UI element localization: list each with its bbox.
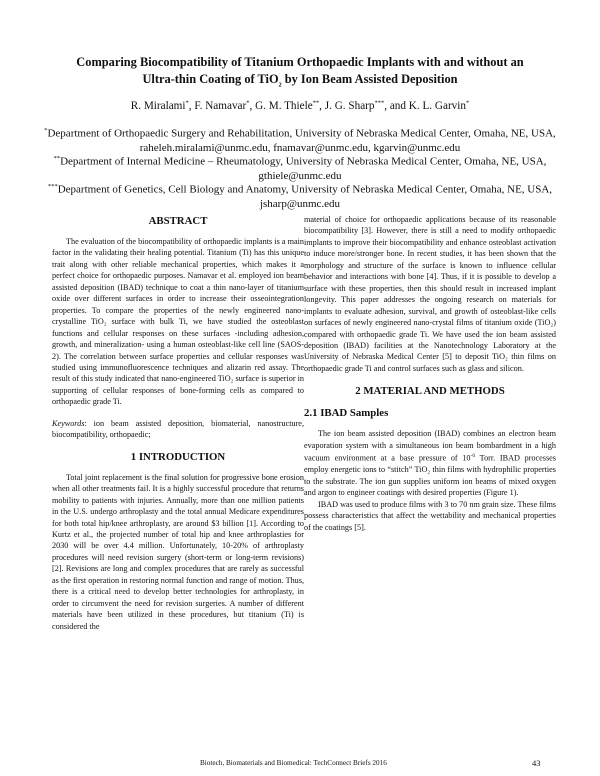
page-number: 43: [532, 758, 541, 768]
author-list: [30, 96, 570, 113]
introduction-continued-text: material of choice for orthopaedic applications because of its reasonable biocompatibility [3]. However, there is still a need to modify orthopaedic implants to improve their biocompatibility and enhance osteoblast activation to induce more/stronger bone. In recent studies, it has been shown that the morphology and structure of the surface is known to influence cellular behavior and interactions with bone [4]. Thus, if it is possible to develop a surface with these properties, then this should result in increased implant longevity. This paper addresses the ongoing research on materials for implants to evaluate adhesion, survival, and growth of osteoblast-like cells on surfaces of newly engineered nano-crystal films of titanium oxide (TiO₂) compared with orthopaedic grade Ti. We have used the ion beam assisted deposition (IBAD) facilities at the Nanotechnology Laboratory at the University of Nebraska Medical Center [5] to deposit TiO₂ thin films on orthopaedic grade Ti and control surfaces such as glass and silicon.: [304, 215, 556, 373]
abstract-text: The evaluation of the biocompatibility of orthopaedic implants is a main factor in the validating their healing potential. Titanium (Ti) has this unique trait along with other reliable mechanical properties, which makes it a perfect choice for orthopaedic purposes. Namavar et al. employed ion beam assisted deposition (IBAD) technique to coat a thin nano-layer of titanium oxide over different surfaces in order to increase their osseointegration properties. To compare the properties of the newly engineered nano-crystalline TiO₂ surface with bulk Ti, we have studied the osteoblast functions and cellular responses on these surfaces -including adhesion, growth, and mineralization- using a human osteoblast-like cell line (SAOS-2). The correlation between surface properties and cellular responses was studied using immunofluorescence techniques and alizarin red assay. The result of this study indicated that nano-engineered TiO₂ surface is superior in supporting of cellular responses of bone-forming cells as compared to orthopaedic grade Ti.: [52, 237, 304, 407]
abstract-heading: ABSTRACT: [148, 215, 208, 227]
author: R. Miralami*,: [130, 99, 195, 112]
affiliation-3: ***Department of Genetics, Cell Biology and Anatomy, University of Nebraska Medical Center, Omaha, NE, USA, jsharp@unmc.edu: [47, 183, 553, 210]
methods-heading: 2 MATERIAL AND METHODS: [355, 385, 505, 398]
affiliation-1: *Department of Orthopaedic Surgery and Rehabilitation, University of Nebraska Medical Center, Omaha, NE, USA, raheleh.miralami@unmc.edu, fnamavar@unmc.edu, kgarvin@unmc.edu: [44, 127, 556, 154]
methods-text: The ion beam assisted deposition (IBAD) combines an electron beam evaporation system with a simultaneous ion beam bombardment in a high vacuum environment at a base pressure of $10^{-6}$ Torr. IBAD processes employ energetic ions to “stitch” TiO₂ thin films with hydrophilic properties to the substrate. The ion gun supplies uniform ion beams of mixed oxygen and argon to engineer coatings with desired properties (Figure 1).: [304, 429, 556, 498]
methods-text-2: IBAD was used to produce films with 3 to 70 nm grain size. These films possess characteristics that affect the wettability and mechanical properties of the coatings [5].: [304, 499, 556, 532]
introduction-text: Total joint replacement is the final solution for progressive bone erosion when all other treatments fail. It is a highly successful procedure that returns mobility to patients with injuries. Annually, more than one million patients in the U.S. undergo arthroplasty and the total annual Medicare expenditures for both total hip/knee arthroplasty, are around $3 billion [1]. According to Kurtz et al., the projected number of total hip and knee arthroplasties for 2030 will be over 4.4 million. Unfortunately, 10-20% of arthroplasty procedures will need revision surgery (short-term or long-term revisions) [2]. Revisions are long and complex procedures that are rarely as successful as the first operation in restoring normal function and range of motion. Thus, there is a critical need to develop better technologies for arthroplasty, in order to circumvent the need for revision surgeries. A number of different materials have been utilized in these procedures, but titanium (Ti) is considered the: [52, 472, 304, 631]
affiliation-2: **Department of Internal Medicine – Rheumatology, University of Nebraska Medical Center, Omaha, NE, USA, gthiele@unmc.edu: [53, 155, 547, 182]
right-column: [304, 214, 556, 533]
author: J. G. Sharp***, and: [324, 99, 409, 112]
author: F. Namavar*,: [194, 99, 256, 112]
paper-title: [30, 54, 570, 94]
title-line-2: Ultra-thin Coating of TiO: [142, 72, 279, 86]
keywords: Keywords: ion beam assisted deposition, biomaterial, nanostructure, biocompatibility, orthopaedic;: [52, 418, 304, 440]
page-footer: Biotech, Biomaterials and Biomedical: TechConnect Briefs 2016: [200, 759, 387, 767]
introduction-heading: 1 INTRODUCTION: [130, 450, 226, 463]
left-column: [52, 214, 304, 632]
title-line-1: Comparing Biocompatibility of Titanium Orthopaedic Implants with and without an: [76, 55, 524, 69]
author: G. M. Thiele**,: [255, 99, 325, 112]
author: K. L. Garvin*: [408, 99, 470, 112]
title-subscript: 2: [278, 82, 282, 89]
title-line-2-end: by Ion Beam Assisted Deposition: [281, 72, 458, 86]
ibad-samples-heading: 2.1 IBAD Samples: [304, 407, 389, 420]
